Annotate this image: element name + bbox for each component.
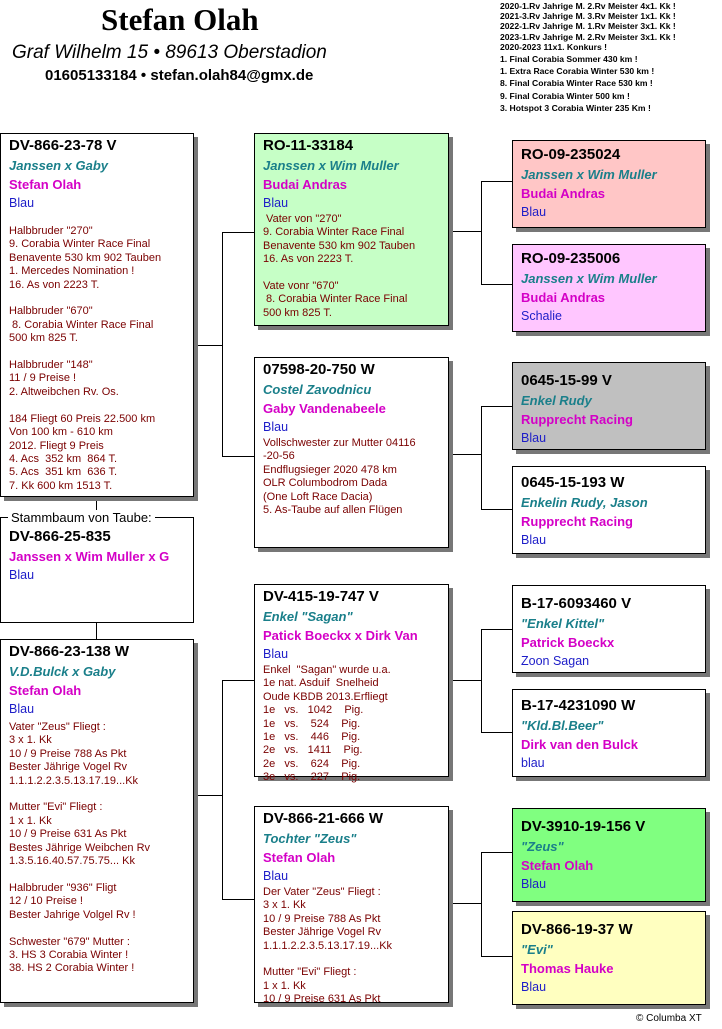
strain: Janssen x Wim Muller bbox=[263, 158, 399, 173]
breeder: Thomas Hauke bbox=[521, 961, 614, 976]
achievement-line: 2023-1.Rv Jahrige M. 2.Rv Meister 3x1. Kk ! bbox=[500, 31, 676, 42]
connector-line bbox=[222, 232, 223, 457]
ring-number: DV-866-25-835 bbox=[9, 528, 111, 545]
connector-line bbox=[222, 680, 223, 900]
color: Blau bbox=[263, 647, 289, 661]
pigeon-card-great-grandparent-7[interactable] bbox=[512, 808, 706, 902]
achievement-line: 9. Final Corabia Winter 500 km ! bbox=[500, 90, 630, 101]
achievement-line: 2022-1.Rv Jahrige M. 1.Rv Meister 3x1. Kk ! bbox=[500, 21, 676, 32]
connector-line bbox=[448, 903, 481, 904]
pigeon-card-great-grandparent-8[interactable] bbox=[512, 911, 706, 1005]
pigeon-card-great-grandparent-2[interactable] bbox=[512, 244, 706, 332]
achievement-line: 1. Final Corabia Sommer 430 km ! bbox=[500, 54, 638, 65]
color: Zoon Sagan bbox=[521, 654, 590, 668]
performance-notes: Vollschwester zur Mutter 04116 -20-56 Endflugsieger 2020 478 km OLR Columbodrom Dada (One Loft Race Dacia) 5. As-Taube auf allen Flügen bbox=[263, 437, 416, 517]
breeder-contact: 01605133184 • stefan.olah84@gmx.de bbox=[45, 67, 314, 84]
connector-line bbox=[222, 680, 254, 681]
connector-line bbox=[222, 899, 254, 900]
breeder-address: Graf Wilhelm 15 • 89613 Oberstadion bbox=[12, 42, 327, 63]
color: Blau bbox=[521, 205, 547, 219]
connector-line bbox=[222, 232, 254, 233]
achievement-line: 2020-1.Rv Jahrige M. 2.Rv Meister 4x1. Kk ! bbox=[500, 1, 676, 11]
performance-notes: Vater von "270" 9. Corabia Winter Race Final Benavente 530 km 902 Tauben 16. As von 2223 T. Vate vonr "670" 8. Corabia Winter Race Final 500 km 825 T. bbox=[263, 213, 416, 319]
strain: Costel Zavodnicu bbox=[263, 382, 372, 397]
strain: "Enkel Kittel" bbox=[521, 616, 605, 631]
ring-number: 07598-20-750 W bbox=[263, 361, 375, 378]
connector-line bbox=[481, 406, 482, 510]
color: Blau bbox=[521, 980, 547, 994]
connector-line bbox=[481, 732, 512, 733]
breeder: Patick Boeckx x Dirk Van bbox=[263, 628, 418, 643]
connector-line bbox=[448, 231, 481, 232]
color: blau bbox=[521, 756, 545, 770]
pigeon-card-paternal-grandfather[interactable] bbox=[254, 133, 449, 326]
color: Blau bbox=[263, 196, 289, 210]
color: Blau bbox=[263, 420, 289, 434]
performance-notes: Vater "Zeus" Fliegt : 3 x 1. Kk 10 / 9 Preise 788 As Pkt Bester Jährige Vogel Rv 1.1.1.2.2.3.5.13.17.19...Kk Mutter "Evi" Fliegt : 1 x 1. Kk 10 / 9 Preise 631 As Pkt Bestes Jährige Weibchen Rv 1.3.5.16.40.57.75.75... Kk Halbbruder "936" Fligt 12 / 10 Preise ! Bester Jahrige Volgel Rv ! Schwester "679" Mutter : 3. HS 3 Corabia Winter ! 38. HS 2 Corabia Winter ! bbox=[9, 721, 151, 975]
strain: Janssen x Wim Muller x G bbox=[9, 549, 170, 564]
color: Blau bbox=[9, 196, 35, 210]
breeder-name: Stefan Olah bbox=[101, 2, 259, 37]
pigeon-card-maternal-grandmother[interactable] bbox=[254, 806, 449, 1006]
ring-number: DV-866-23-138 W bbox=[9, 643, 130, 660]
strain: Janssen x Wim Muller bbox=[521, 167, 657, 182]
strain: Tochter "Zeus" bbox=[263, 831, 357, 846]
connector-line bbox=[222, 456, 254, 457]
breeder: Gaby Vandenabeele bbox=[263, 401, 386, 416]
connector-line bbox=[481, 852, 512, 853]
pedigree-label: Stammbaum von Taube: bbox=[8, 510, 155, 525]
color: Blau bbox=[263, 869, 289, 883]
pigeon-card-great-grandparent-1[interactable] bbox=[512, 140, 706, 228]
breeder: Stefan Olah bbox=[521, 858, 594, 873]
achievement-line: 1. Extra Race Corabia Winter 530 km ! bbox=[500, 66, 655, 77]
breeder: Stefan Olah bbox=[263, 850, 336, 865]
ring-number: B-17-4231090 W bbox=[521, 697, 636, 714]
connector-line bbox=[448, 680, 481, 681]
connector-line bbox=[481, 629, 482, 733]
connector-line bbox=[481, 629, 512, 630]
breeder: Patrick Boeckx bbox=[521, 635, 615, 650]
ring-number: DV-415-19-747 V bbox=[263, 588, 379, 605]
performance-notes: Halbbruder "270" 9. Corabia Winter Race Final Benavente 530 km 902 Tauben 1. Mercedes Nomination ! 16. As von 2223 T. Halbbruder "670" 8. Corabia Winter Race Final 500 km 825 T. Halbbruder "148" 11 / 9 Preise ! 2. Altweibchen Rv. Os. 184 Fliegt 60 Preis 22.500 km Von 100 km - 610 km 2012. Fliegt 9 Preis 4. Acs 352 km 864 T. 5. Acs 351 km 636 T. 7. Kk 600 km 1513 T. bbox=[9, 225, 162, 492]
ring-number: RO-09-235006 bbox=[521, 250, 621, 267]
ring-number: DV-866-23-78 V bbox=[9, 137, 117, 154]
pigeon-card-mother[interactable] bbox=[0, 639, 194, 1003]
strain: Enkelin Rudy, Jason bbox=[521, 495, 648, 510]
ring-number: RO-11-33184 bbox=[263, 137, 354, 154]
connector-line bbox=[481, 406, 512, 407]
pigeon-card-father[interactable] bbox=[0, 133, 194, 497]
strain: Janssen x Wim Muller bbox=[521, 271, 657, 286]
breeder: Budai Andras bbox=[521, 290, 606, 305]
ring-number: DV-3910-19-156 V bbox=[521, 818, 646, 835]
color: Blau bbox=[9, 568, 35, 582]
connector-line bbox=[481, 509, 512, 510]
connector-line bbox=[481, 181, 482, 285]
strain: Enkel Rudy bbox=[521, 393, 592, 408]
connector-line bbox=[96, 622, 97, 640]
achievement-line: 2020-2023 11x1. Konkurs ! bbox=[500, 41, 608, 52]
strain: Janssen x Gaby bbox=[9, 158, 108, 173]
ring-number: RO-09-235024 bbox=[521, 146, 621, 163]
breeder: Budai Andras bbox=[263, 177, 348, 192]
pigeon-card-great-grandparent-4[interactable] bbox=[512, 466, 706, 554]
breeder: Stefan Olah bbox=[9, 177, 82, 192]
achievements-list bbox=[500, 1, 676, 113]
footer-credit: © Columba XT bbox=[636, 1013, 702, 1024]
connector-line bbox=[481, 956, 512, 957]
breeder: Stefan Olah bbox=[9, 683, 82, 698]
strain: "Evi" bbox=[521, 942, 553, 957]
pigeon-card-maternal-grandfather[interactable] bbox=[254, 584, 449, 784]
color: Blau bbox=[521, 533, 547, 547]
connector-line bbox=[481, 852, 482, 957]
color: Blau bbox=[521, 877, 547, 891]
connector-line bbox=[481, 181, 512, 182]
pigeon-card-great-grandparent-3[interactable] bbox=[512, 362, 706, 450]
connector-line bbox=[448, 454, 481, 455]
pigeon-card-paternal-grandmother[interactable] bbox=[254, 357, 449, 548]
strain: Enkel "Sagan" bbox=[263, 609, 353, 624]
strain: V.D.Bulck x Gaby bbox=[9, 664, 116, 679]
pigeon-card-great-grandparent-6[interactable] bbox=[512, 689, 706, 777]
achievement-line: 8. Final Corabia Winter Race 530 km ! bbox=[500, 78, 653, 89]
ring-number: DV-866-21-666 W bbox=[263, 810, 384, 827]
pigeon-card-subject[interactable] bbox=[0, 517, 194, 623]
performance-notes: Enkel "Sagan" wurde u.a. 1e nat. Asduif Snelheid Oude KBDB 2013.Erfliegt 1e vs. 1042 Pig. 1e vs. 524 Pig. 1e vs. 446 Pig. 2e vs. 1411 Pig. 2e vs. 624 Pig. 3e vs. 227 Pig. bbox=[263, 664, 391, 784]
breeder: Rupprecht Racing bbox=[521, 514, 633, 529]
color: Schalie bbox=[521, 309, 562, 323]
strain: "Kld.Bl.Beer" bbox=[521, 718, 604, 733]
breeder: Rupprecht Racing bbox=[521, 412, 633, 427]
pigeon-card-great-grandparent-5[interactable] bbox=[512, 585, 706, 673]
color: Blau bbox=[9, 702, 35, 716]
breeder: Dirk van den Bulck bbox=[521, 737, 639, 752]
color: Blau bbox=[521, 431, 547, 445]
connector-line bbox=[193, 345, 222, 346]
ring-number: DV-866-19-37 W bbox=[521, 921, 633, 938]
achievement-line: 3. Hotspot 3 Corabia Winter 235 Km ! bbox=[500, 102, 651, 113]
strain: "Zeus" bbox=[521, 839, 564, 854]
breeder: Budai Andras bbox=[521, 186, 606, 201]
connector-line bbox=[193, 795, 222, 796]
connector-line bbox=[481, 284, 512, 285]
ring-number: 0645-15-99 V bbox=[521, 372, 612, 389]
ring-number: 0645-15-193 W bbox=[521, 474, 625, 491]
ring-number: B-17-6093460 V bbox=[521, 595, 632, 612]
performance-notes: Der Vater "Zeus" Fliegt : 3 x 1. Kk 10 / 9 Preise 788 As Pkt Bester Jährige Vogel Rv 1.1.1.2.2.3.5.13.17.19...Kk Mutter "Evi" Fliegt : 1 x 1. Kk 10 / 9 Preise 631 As Pkt bbox=[263, 886, 393, 1006]
achievement-line: 2021-3.Rv Jahrige M. 3.Rv Meister 1x1. Kk ! bbox=[500, 11, 676, 22]
